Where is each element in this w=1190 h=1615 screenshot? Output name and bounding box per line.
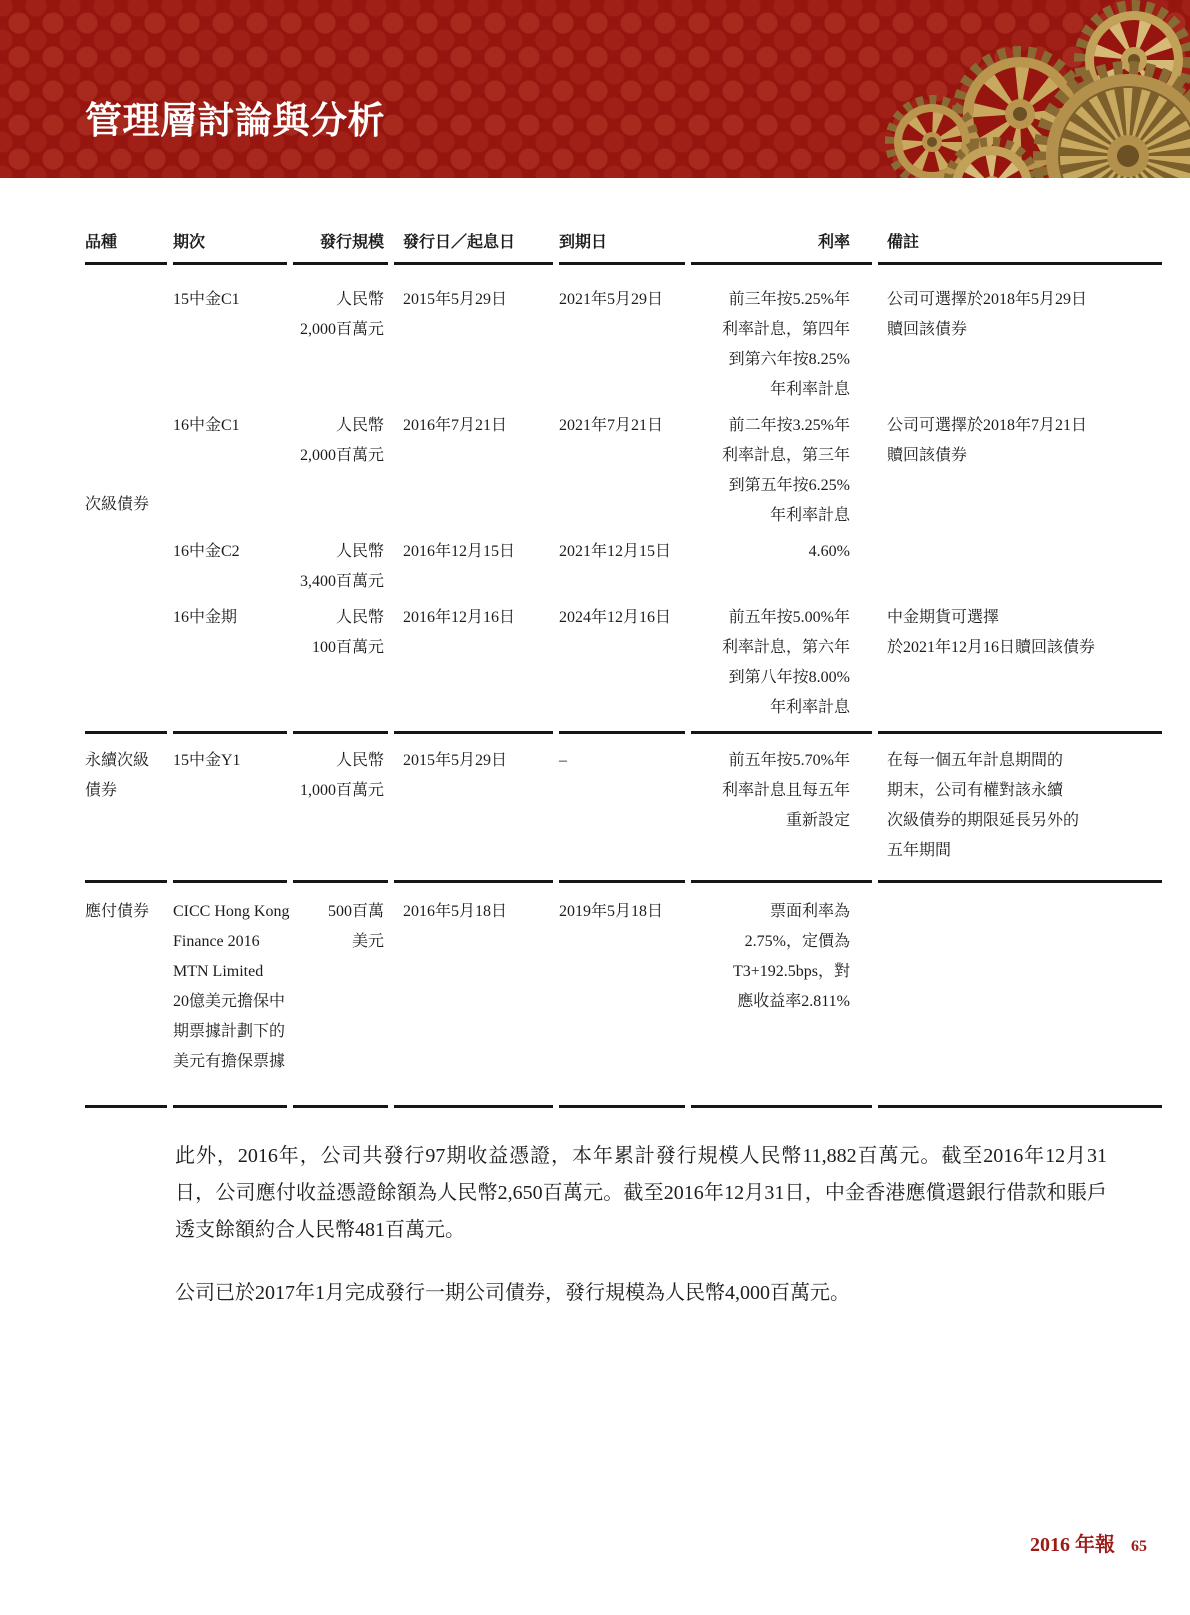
cell-line: Finance 2016 [173, 933, 260, 950]
cell-line: 應付債券 [85, 903, 150, 920]
remark-cell [878, 537, 1162, 603]
category-cell [85, 265, 167, 734]
cell-line: 中金期貨可選擇 [887, 609, 1000, 626]
cell-line: 五年期間 [887, 842, 952, 859]
cell-line: 重新設定 [785, 812, 850, 829]
period-cell [173, 265, 287, 411]
issue_date-cell [394, 411, 553, 537]
cell-line: 500百萬 [327, 903, 384, 920]
period-cell [173, 734, 287, 883]
table-row [85, 411, 1162, 537]
remark-cell [878, 883, 1162, 1108]
table-section [85, 734, 1162, 883]
cell-line: 票面利率為 [769, 903, 850, 920]
cell-line: 2016年12月15日 [403, 543, 516, 560]
cell-line: 2021年5月29日 [559, 291, 664, 308]
cell-line: 16中金C1 [173, 417, 240, 434]
issue_date-cell [394, 883, 553, 1108]
rate-cell [691, 537, 872, 603]
category-cell [85, 883, 167, 1108]
cell-line: 2021年12月15日 [559, 543, 672, 560]
maturity-cell [559, 603, 685, 734]
cell-line: 次級債券 [85, 496, 150, 513]
bonds-table-header [85, 233, 1162, 265]
cell-line: 在每一個五年計息期間的 [887, 752, 1064, 769]
cell-line: 2016年5月18日 [403, 903, 508, 920]
size-cell [293, 883, 388, 1108]
cell-line: 2021年7月21日 [559, 417, 664, 434]
issue_date-cell [394, 537, 553, 603]
column-header: 利率 [691, 233, 872, 265]
cell-line: 贖回該債券 [887, 447, 968, 464]
size-cell [293, 265, 388, 411]
cell-line: MTN Limited [173, 963, 264, 980]
table-section [85, 883, 1162, 1108]
cell-line: 到第六年按8.25% [728, 351, 850, 368]
cell-line: 美元 [351, 933, 384, 950]
cell-line: 16中金期 [173, 609, 238, 626]
table-row [85, 734, 1162, 883]
cell-line: 美元有擔保票據 [173, 1053, 286, 1070]
cell-line: 利率計息，第三年 [721, 447, 850, 464]
rate-cell [691, 411, 872, 537]
cell-line: 前三年按5.25%年 [728, 291, 850, 308]
size-cell [293, 603, 388, 734]
table-row [85, 537, 1162, 603]
cell-line: 20億美元擔保中 [173, 993, 286, 1010]
page-header-banner [0, 0, 1190, 178]
report-title: 2016 年報 [1030, 1534, 1115, 1556]
cell-line: 人民幣 [335, 752, 384, 769]
column-header: 品種 [85, 233, 167, 265]
remark-cell [878, 265, 1162, 411]
cell-line: 人民幣 [335, 291, 384, 308]
cell-line: 利率計息，第四年 [721, 321, 850, 338]
column-header: 期次 [173, 233, 287, 265]
table-section [85, 265, 1162, 734]
cell-line: 2,000百萬元 [299, 447, 384, 464]
cell-line: 於2021年12月16日贖回該債券 [887, 639, 1096, 656]
maturity-cell [559, 883, 685, 1108]
cell-line: 期票據計劃下的 [173, 1023, 286, 1040]
cell-line: 到第五年按6.25% [728, 477, 850, 494]
remark-cell [878, 411, 1162, 537]
cell-line: 前五年按5.00%年 [728, 609, 850, 626]
period-cell [173, 411, 287, 537]
period-cell [173, 883, 290, 1108]
rate-cell [691, 603, 872, 734]
gears-decoration-image [870, 0, 1190, 178]
page-footer [1030, 1528, 1147, 1557]
cell-line: 人民幣 [335, 609, 384, 626]
rate-cell [691, 734, 872, 883]
column-header: 備註 [878, 233, 1162, 265]
maturity-cell [559, 265, 685, 411]
cell-line: 15中金Y1 [173, 752, 241, 769]
cell-line: 100百萬元 [311, 639, 384, 656]
table-row [85, 883, 1162, 1108]
cell-line: 公司可選擇於2018年5月29日 [887, 291, 1088, 308]
paragraph: 公司已於2017年1月完成發行一期公司債券，發行規模為人民幣4,000百萬元。 [175, 1282, 850, 1304]
cell-line: 3,400百萬元 [299, 573, 384, 590]
cell-line: 應收益率2.811% [737, 993, 850, 1010]
cell-line: CICC Hong Kong [173, 903, 290, 920]
column-header: 發行規模 [293, 233, 388, 265]
cell-line: 16中金C2 [173, 543, 240, 560]
cell-line: T3+192.5bps，對 [732, 963, 850, 980]
cell-line: 利率計息且每五年 [721, 782, 850, 799]
notes-section [175, 1138, 1107, 1312]
cell-line: 前五年按5.70%年 [728, 752, 850, 769]
cell-line: 2016年7月21日 [403, 417, 508, 434]
page-number: 65 [1131, 1538, 1147, 1555]
cell-line: 年利率計息 [769, 699, 850, 716]
cell-line: 年利率計息 [769, 507, 850, 524]
cell-line: 2,000百萬元 [299, 321, 384, 338]
cell-line: 人民幣 [335, 543, 384, 560]
cell-line: 前二年按3.25%年 [728, 417, 850, 434]
table-row [85, 603, 1162, 734]
cell-line: 1,000百萬元 [299, 782, 384, 799]
cell-line: 債券 [85, 782, 118, 799]
cell-line: – [559, 752, 567, 769]
cell-line: 贖回該債券 [887, 321, 968, 338]
maturity-cell [559, 411, 685, 537]
rate-cell [691, 265, 872, 411]
cell-line: 年利率計息 [769, 381, 850, 398]
cell-line: 4.60% [808, 543, 850, 560]
cell-line: 2015年5月29日 [403, 291, 508, 308]
cell-line: 永續次級 [85, 752, 150, 769]
cell-line: 2024年12月16日 [559, 609, 672, 626]
bonds-table [79, 233, 1168, 1108]
rate-cell [691, 883, 872, 1108]
issue_date-cell [394, 265, 553, 411]
category-cell [85, 734, 167, 883]
size-cell [293, 411, 388, 537]
issue_date-cell [394, 734, 553, 883]
cell-line: 到第八年按8.00% [728, 669, 850, 686]
table-row [85, 265, 1162, 411]
cell-line: 15中金C1 [173, 291, 240, 308]
maturity-cell [559, 537, 685, 603]
page-body [0, 178, 1190, 1338]
cell-line: 2016年12月16日 [403, 609, 516, 626]
page-title: 管理層討論與分析 [85, 101, 385, 142]
cell-line: 次級債券的期限延長另外的 [887, 812, 1080, 829]
column-header: 到期日 [559, 233, 685, 265]
column-header: 發行日／起息日 [394, 233, 553, 265]
size-cell [293, 734, 388, 883]
cell-line: 公司可選擇於2018年7月21日 [887, 417, 1088, 434]
cell-line: 期末，公司有權對該永續 [887, 782, 1064, 799]
period-cell [173, 537, 287, 603]
cell-line: 2.75%，定價為 [744, 933, 850, 950]
remark-cell [878, 734, 1162, 883]
cell-line: 利率計息，第六年 [721, 639, 850, 656]
remark-cell [878, 603, 1162, 734]
maturity-cell [559, 734, 685, 883]
issue_date-cell [394, 603, 553, 734]
cell-line: 人民幣 [335, 417, 384, 434]
size-cell [293, 537, 388, 603]
cell-line: 2015年5月29日 [403, 752, 508, 769]
paragraph: 此外，2016年，公司共發行97期收益憑證，本年累計發行規模人民幣11,882百萬元。截至2016年12月31日，公司應付收益憑證餘額為人民幣2,650百萬元。截至2016年12月31日，中金香港應償還銀行借款和賬戶透支餘額約合人民幣481百萬元。 [175, 1145, 1107, 1241]
cell-line: 2019年5月18日 [559, 903, 664, 920]
period-cell [173, 603, 287, 734]
